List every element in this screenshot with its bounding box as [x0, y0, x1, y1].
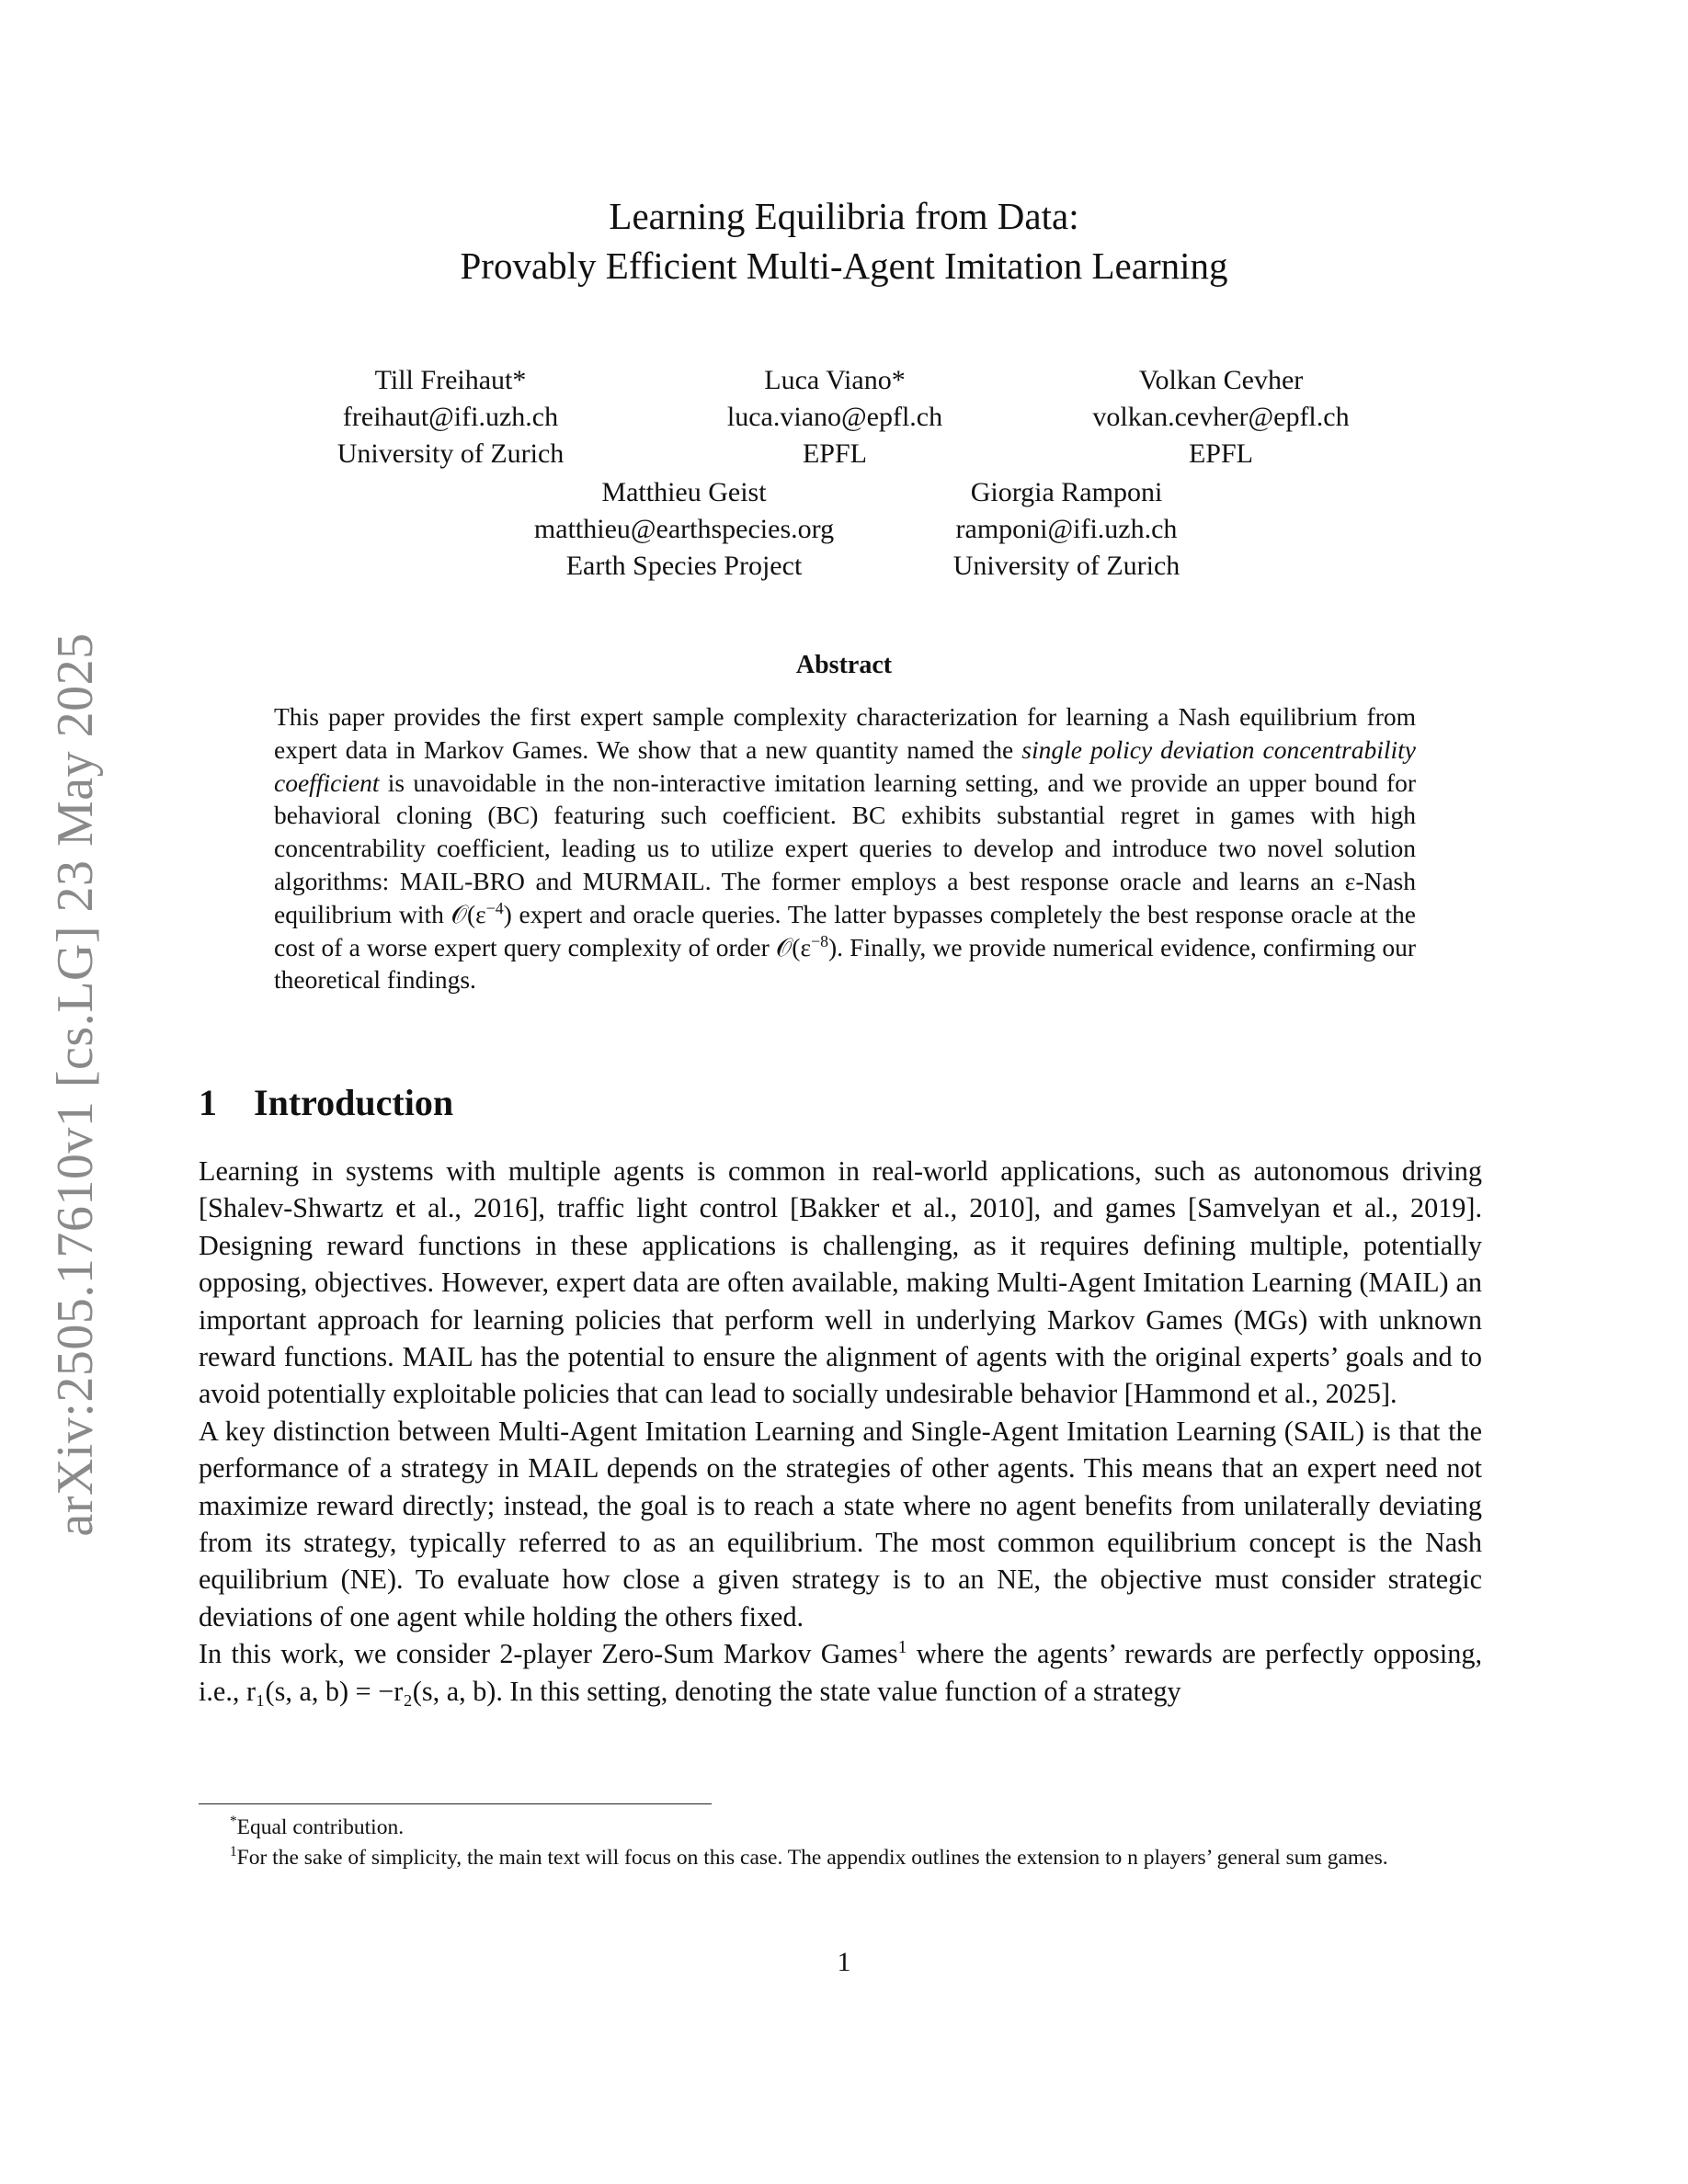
paragraph: Learning in systems with multiple agents is common in real-world applications, such as autonomous driving [Shalev-Shwartz et al., 2016], traffic light control [Bakker et al., 2010], and games [Samvelyan et al., 2019]. Designing reward functions in these applications is challenging, as it requires defining multiple, potentially opposing, objectives. However, expert data are often available, making Multi-Agent Imitation Learning (MAIL) an important approach for learning policies that perform well in underlying Markov Games (MGs) with unknown reward functions. MAIL has the potential to ensure the alignment of agents with the original experts’ goals and to avoid potentially exploitable policies that can lead to socially undesirable behavior [Hammond et al., 2025].	[199, 1155, 1482, 1410]
author-email[interactable]: matthieu@earthspecies.org	[533, 514, 835, 544]
author-name: Luca Viano*	[764, 365, 906, 395]
footnote-mark: 1	[230, 1844, 237, 1860]
abstract-superscript: −4	[485, 898, 504, 917]
author-block	[953, 474, 1180, 585]
section-number: 1	[199, 1082, 217, 1123]
footnote	[199, 1813, 1482, 1843]
arxiv-identifier: arXiv:2505.17610v1 [cs.LG] 23 May 2025	[47, 632, 104, 1537]
author-affiliation: Earth Species Project	[565, 551, 803, 581]
abstract-heading: Abstract	[795, 651, 893, 679]
abstract-italic: single policy deviation concentrability coefficient	[274, 734, 1416, 797]
abstract-part: This paper provides the first expert sample complexity characterization for learning a Nash equilibrium from expert data in Markov Games. We show that a new quantity named the	[274, 702, 1416, 764]
title-line-2: Provably Efficient Multi-Agent Imitation Learning	[460, 245, 1228, 287]
footnote-text: For the sake of simplicity, the main text will focus on this case. The appendix outlines the extension to n players’ general sum games.	[236, 1846, 1388, 1870]
author-email[interactable]: freihaut@ifi.uzh.ch	[342, 402, 559, 432]
author-affiliation: University of Zurich	[952, 551, 1180, 581]
author-affiliation: EPFL	[1188, 438, 1254, 469]
abstract-text	[274, 700, 1416, 996]
author-email[interactable]: ramponi@ifi.uzh.ch	[955, 514, 1178, 544]
footnote-rule	[199, 1803, 712, 1804]
author-affiliation: EPFL	[802, 438, 868, 469]
author-name: Volkan Cevher	[1138, 365, 1304, 395]
footnote-marker[interactable]: 1	[897, 1638, 907, 1658]
footnote	[199, 1843, 1482, 1873]
author-email[interactable]: luca.viano@epfl.ch	[726, 402, 943, 432]
abstract-part: ). Finally, we provide numerical evidence, confirming our theoretical findings.	[274, 932, 1416, 995]
author-name: Giorgia Ramponi	[970, 477, 1163, 507]
author-block	[727, 362, 942, 472]
paper-title	[0, 191, 1688, 290]
section-title: Introduction	[254, 1082, 454, 1123]
author-block	[534, 474, 834, 585]
paragraph: A key distinction between Multi-Agent Imitation Learning and Single-Agent Imitation Learning (SAIL) is that the performance of a strategy in MAIL depends on the strategies of other agents. This means that an expert need not maximize reward directly; instead, the goal is to reach a state where no agent benefits from unilaterally deviating from its strategy, typically referred to as an equilibrium. The most common equilibrium concept is the Nash equilibrium (NE). To evaluate how close a given strategy is to an NE, the objective must consider strategic deviations of one agent while holding the others fixed.	[199, 1415, 1482, 1632]
body-text	[199, 1153, 1482, 1710]
footnote-mark: *	[230, 1814, 237, 1830]
author-name: Till Freihaut*	[374, 365, 527, 395]
paragraph-part: In this work, we consider 2-player Zero-Sum Markov Games	[199, 1638, 898, 1670]
author-name: Matthieu Geist	[601, 477, 767, 507]
arxiv-stamp	[48, 588, 103, 1581]
paragraph	[199, 1635, 1482, 1710]
page-number: 1	[837, 1947, 851, 1977]
title-line-1: Learning Equilibria from Data:	[609, 195, 1079, 237]
author-affiliation: University of Zurich	[336, 438, 565, 469]
paragraph-part: where the agents’ rewards are perfectly opposing, i.e., r₁(s, a, b) = −r₂(s, a, b). In this setting, denoting the state value function of a strategy	[199, 1638, 1482, 1707]
author-block	[1092, 362, 1349, 472]
author-block	[337, 362, 565, 472]
abstract-part: is unavoidable in the non-interactive imitation learning setting, and we provide an upper bound for behavioral cloning (BC) featuring such coefficient. BC exhibits substantial regret in games with high concentrability coefficient, leading us to utilize expert queries to develop and introduce two novel solution algorithms: MAIL-BRO and MURMAIL. The former employs a best response oracle and learns an ε-Nash equilibrium with 𝒪(ε	[274, 768, 1416, 928]
author-email[interactable]: volkan.cevher@epfl.ch	[1092, 402, 1350, 432]
abstract-part: ) expert and oracle queries. The latter bypasses completely the best response oracle at the cost of a worse expert query complexity of order 𝒪(ε	[274, 899, 1416, 961]
abstract-superscript: −8	[811, 931, 829, 950]
section-heading	[199, 1081, 453, 1124]
footnote-text: Equal contribution.	[236, 1815, 405, 1839]
footnotes	[199, 1813, 1482, 1873]
